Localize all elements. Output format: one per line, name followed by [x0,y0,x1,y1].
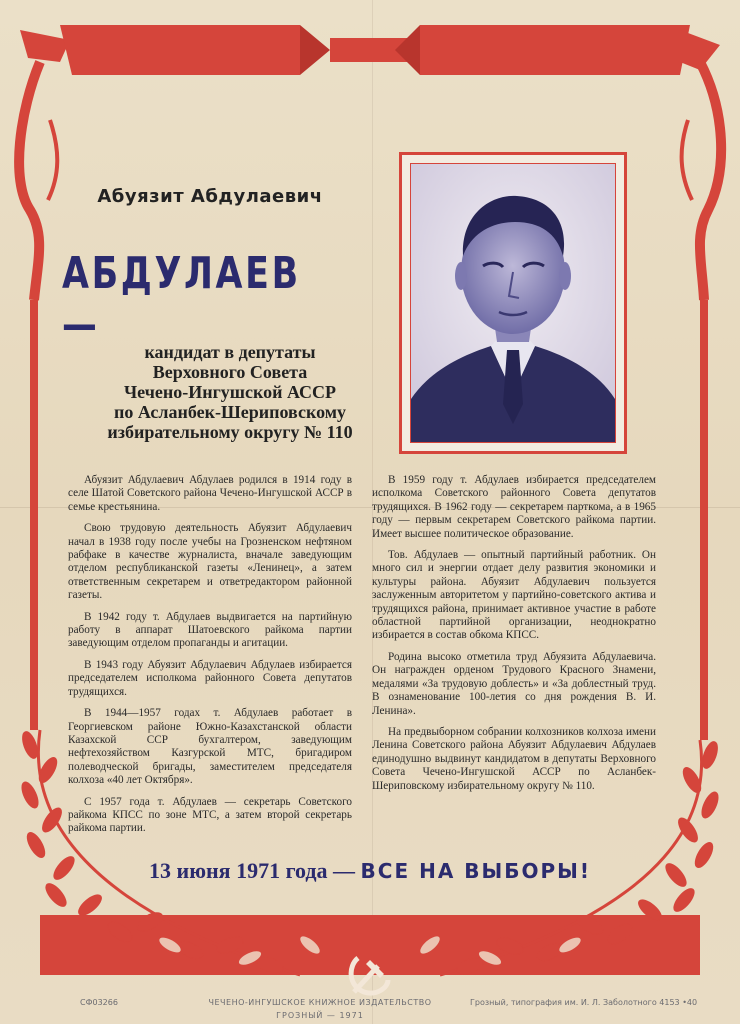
biography-paragraph: Родина высоко отметила труд Абуязита Абдулаевича. Он награжден орденом Трудового Красного Знамени, медалями «За трудовую доблесть» и «За доблестный труд. В ознаменование 100-летия со дня рождения В. И. Ленина». [372,650,656,717]
publication-city-year: ГРОЗНЫЙ — 1971 [276,1011,364,1020]
biography-paragraph: В 1959 году т. Абдулаев избирается председателем исполкома Советского районного Совета депутатов трудящихся. В 1962 году — секретарем парткома, а в 1965 году — первым секретарем Советского райкома партии. Имеет высшее политическое образование. [372,474,656,540]
biography-paragraph: Тов. Абдулаев — опытный партийный работник. Он много сил и энергии отдает делу развития экономики и культуры района. Абуязит Абдулаевич пользуется заслуженным авторитетом у партийно-советского актива и трудящихся района, принимает активное участие в работе областной партийной организации, неоднократно избирается в состав обкома КПСС. [372,549,656,642]
right-side-ribbon [682,62,722,740]
biography-left-column [68,474,352,844]
candidacy-line: кандидат в депутаты [144,342,316,362]
biography-paragraph: На предвыборном собрании колхозников колхоза имени Ленина Советского района Абуязит Абдулаевич Абдулаев единодушно выдвинут кандидатом в депутаты Верховного Совета Чечено-Ингушской АССР по Асланбек-Шериповскому избирательному округу № 110. [372,725,656,792]
candidate-surname: АБДУЛАЕВ — [62,248,301,350]
publisher-name: ЧЕЧЕНО-ИНГУШСКОЕ КНИЖНОЕ ИЗДАТЕЛЬСТВО [208,998,432,1007]
candidate-portrait [410,163,616,443]
candidacy-statement [80,342,380,442]
left-side-ribbon [19,62,57,730]
candidacy-line: Верховного Совета [152,362,308,382]
biography-paragraph: В 1944—1957 годах т. Абдулаев работает в Георгиевском районе Южно-Казахстанской области Казахской ССР бухгалтером, заведующим нефтехозяйством Казгурской МТС, бригадиром полеводческой бригады, заместителем председателя колхоза «40 лет Октября». [68,707,352,787]
biography-paragraph: Абуязит Абдулаевич Абдулаев родился в 1914 году в селе Шатой Советского района Чечено-Ингушской АССР в семье крестьянина. [68,474,352,513]
candidacy-line: по Асланбек-Шериповскому [113,402,347,422]
slogan-dash: — [327,858,361,883]
printer-info: Грозный, типография им. И. Л. Заболотного 4153 •40 [470,998,698,1007]
portrait-frame [399,152,627,454]
print-code: СФ03266 [80,998,118,1007]
election-date: 13 июня 1971 года [149,858,328,883]
biography-paragraph: В 1942 году т. Абдулаев выдвигается на партийную работу в аппарат Шатоевского райкома партии заведующим отделом пропаганды и агитации. [68,610,352,650]
portrait-illustration [411,164,615,442]
candidacy-line: избирательному округу № 110 [107,422,353,442]
candidacy-line: Чечено-Ингушской АССР [123,382,337,402]
biography-right-column [372,474,656,801]
election-slogan [0,858,740,884]
biography-paragraph: В 1943 году Абуязит Абдулаевич Абдулаев избирается председателем исполкома районного Совета депутатов трудящихся. [68,658,352,698]
biography-paragraph: С 1957 года т. Абдулаев — секретарь Советского райкома КПСС по зоне МТС, а затем второй секретарь райкома партии. [68,795,352,835]
candidate-first-names: Абуязит Абдулаевич [97,186,323,207]
ribbon-banner [20,25,720,75]
biography-paragraph: Свою трудовую деятельность Абуязит Абдулаевич начал в 1938 году после учебы на Грозненском нефтяном рабфаке в качестве журналиста, вначале заведующим отделом республиканской газеты «Ленинец», а затем ответственным секретарем и ответредактором районной газеты. [68,522,352,602]
election-call: ВСЕ НА ВЫБОРЫ! [360,859,591,883]
hammer-and-sickle-icon [344,948,396,1000]
